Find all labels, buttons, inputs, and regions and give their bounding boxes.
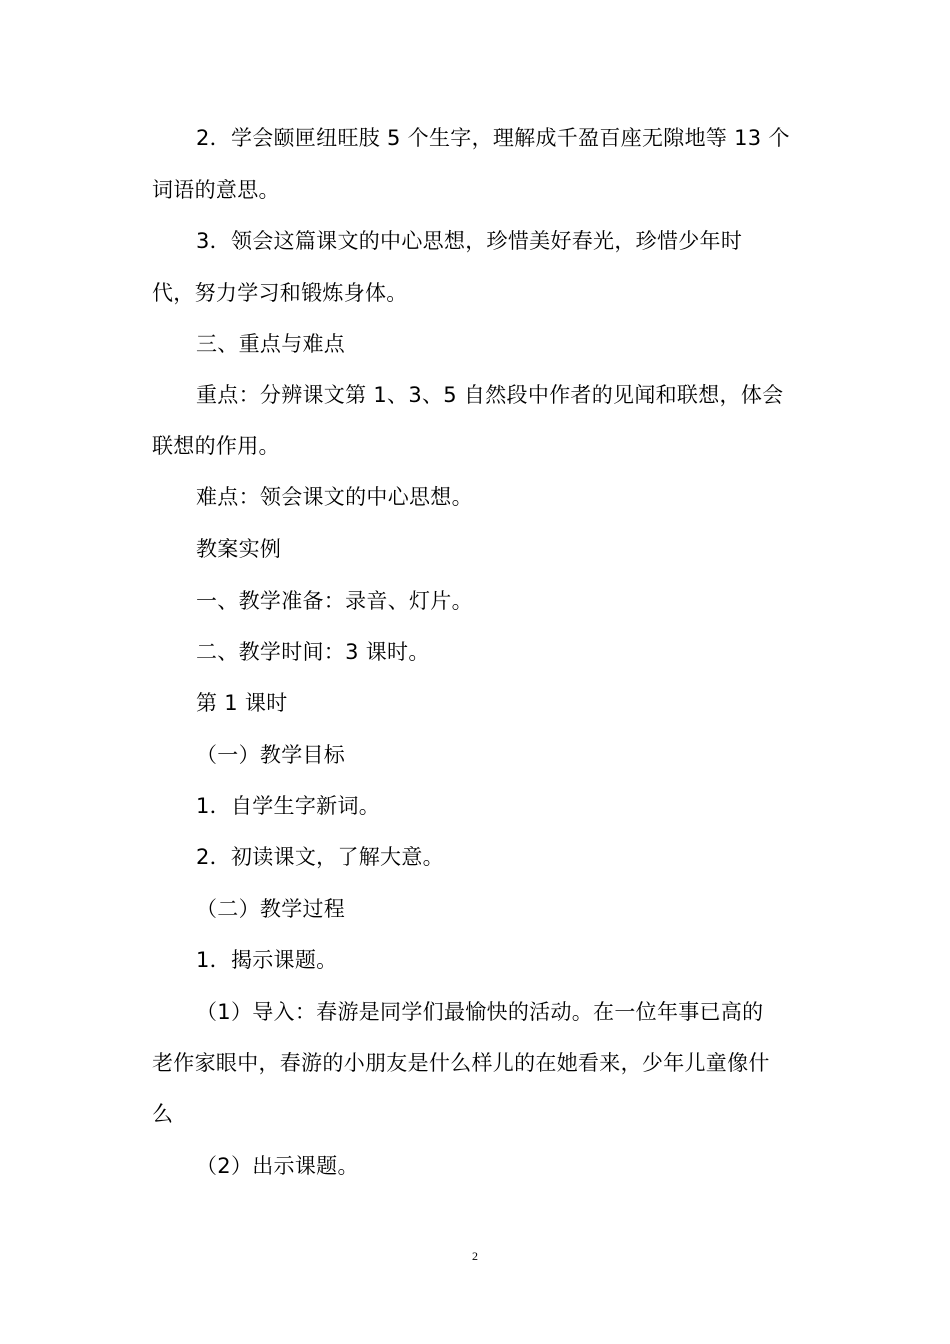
section-heading-key-points: 三、重点与难点 — [196, 332, 346, 356]
text-line-key-point-cont: 联想的作用。 — [152, 434, 280, 458]
text-line-goal-3: 3．领会这篇课文的中心思想，珍惜美好春光，珍惜少年时 — [196, 229, 743, 253]
text-line-time: 二、教学时间：3 课时。 — [196, 640, 430, 664]
text-line-goal-3-cont: 代，努力学习和锻炼身体。 — [152, 281, 408, 305]
text-line-goal-b: 2．初读课文，了解大意。 — [196, 845, 444, 869]
text-line-goal-a: 1．自学生字新词。 — [196, 794, 381, 818]
subheading-process: （二）教学过程 — [196, 897, 346, 921]
page-number: 2 — [472, 1249, 478, 1263]
text-line-key-point: 重点：分辨课文第 1、3、5 自然段中作者的见闻和联想，体会 — [196, 383, 784, 407]
text-line-preparation: 一、教学准备：录音、灯片。 — [196, 589, 473, 613]
section-heading-example: 教案实例 — [196, 537, 282, 561]
text-line-goal-2-cont: 词语的意思。 — [152, 178, 280, 202]
text-line-intro-cont: 老作家眼中，春游的小朋友是什么样儿的在她看来，少年儿童像什 — [152, 1051, 770, 1075]
lesson-heading: 第 1 课时 — [196, 691, 288, 715]
text-line-intro: （1）导入：春游是同学们最愉快的活动。在一位年事已高的 — [196, 1000, 764, 1024]
text-line-goal-2: 2．学会颐匣纽旺肢 5 个生字，理解成千盈百座无隙地等 13 个 — [196, 126, 790, 150]
text-line-step-1: 1．揭示课题。 — [196, 948, 338, 972]
text-line-difficulty: 难点：领会课文的中心思想。 — [196, 485, 473, 509]
text-line-intro-cont-2: 么 — [152, 1102, 174, 1126]
text-line-show-title: （2）出示课题。 — [196, 1154, 359, 1178]
subheading-goals: （一）教学目标 — [196, 743, 346, 767]
